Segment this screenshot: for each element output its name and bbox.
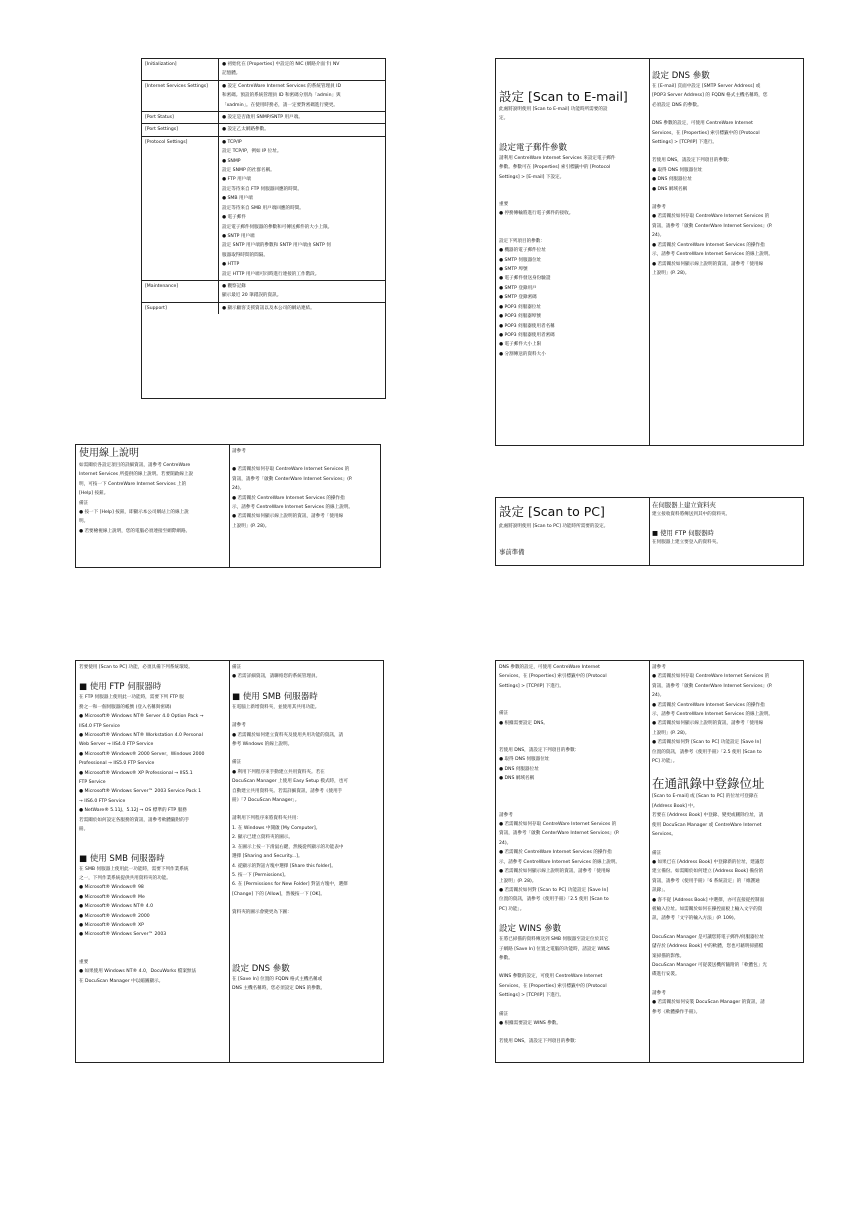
text-line: 在將已掃描的資料傳送到 SMB 伺服器至設定位於其它 (499, 937, 609, 943)
text-line: IIS4.0 FTP Service (79, 723, 120, 729)
text-line (652, 840, 800, 849)
table-key: [Maintenance] (142, 281, 219, 302)
text-line: ● DNS 伺服器位址 (652, 177, 692, 183)
page4-box (495, 660, 804, 1063)
text-line: ● Microsoft® Windows® XP (79, 922, 144, 928)
text-line: 上說明」(P. 28)。 (499, 878, 537, 884)
table-row (142, 59, 385, 81)
online-help-title: 使用線上說明 (79, 448, 139, 459)
text-line: 備註 (652, 850, 662, 856)
text-line: 之一，下列作業系統提供共用資料夾的功能。 (79, 875, 171, 881)
text-line: ● 若需關於如何建立資料夾及使用共用功能的資訊，請 (232, 732, 344, 738)
text-line: 如需關於各設定項目的詳細資訊，請參考 CentreWare (79, 463, 191, 468)
text-line: ● SMTP 埠號 (499, 267, 528, 273)
text-line: DNS 參數的設定，可使用 CentreWare Internet (499, 665, 600, 670)
text-line (79, 949, 226, 958)
table-value (219, 59, 385, 80)
text-line: ■ 使用 SMB 伺服器時 (232, 691, 318, 702)
text-line: FTP Service (79, 780, 106, 786)
text-line: ● POP3 伺服器使用者密碼 (499, 332, 555, 338)
text-line: 若使用 DNS，請設定下列項目的參數： (499, 1039, 580, 1045)
intro-line: 定。 (499, 116, 509, 122)
text-line: ● 若需關於如何存取 CentreWare Internet Services 的 (232, 467, 350, 473)
text-line: DocuScan Manager 可從裝送機所隨附的「軟體包」光 (652, 962, 767, 968)
prep-heading: 事前準備 (499, 548, 525, 557)
text-line: 板輸入位址。如需關於如何在操控面板上輸入文字的資 (652, 906, 763, 912)
text-line: 示，請參考 CentreWare Internet Services 的線上說明。 (499, 859, 621, 865)
ftp-heading: ■ 使用 FTP 伺服器時 (652, 529, 714, 538)
text-line (499, 700, 646, 709)
text-line: ● 若需關於如何顯示線上說明的資訊，請參考「使用線 (652, 261, 764, 267)
table-value-line: 服器取得時間的間隔。 (222, 252, 268, 258)
text-line: Settings] > [TCP/IP] 下進行。 (499, 993, 565, 999)
text-line (79, 672, 226, 681)
text-line: 子網路 [Save In] 位置之電腦的功能時，請設定 WINS (499, 946, 610, 952)
text-line: ● 若需關於如何存取 CentreWare Internet Services 的 (652, 674, 770, 680)
text-line: 資訊，請參考「啟動 CenterWare Internet Services」(P. (499, 831, 620, 837)
text-line: 案掃描的影像。 (652, 953, 685, 959)
text-line: 6. 在 [Permissions for New Folder] 對話方塊中，選擇 (232, 882, 348, 888)
create-folder-line: 建立接收資料將傳送到其中的資料夾。 (652, 512, 731, 517)
create-folder-heading: 在伺服器上建立資料夾 (652, 501, 716, 509)
text-line: ● 取得 DNS 伺服器位址 (652, 167, 703, 173)
table-value-line: ● 電子郵件 (222, 215, 246, 221)
text-line: ● POP3 伺服器位址 (499, 304, 541, 310)
text-line: ● 利用下列程序來手動建立共用資料夾。若在 (232, 769, 325, 775)
text-line: ● 如果使用 Windows NT® 4.0，DocuWorks 檔案無法 (79, 969, 197, 975)
text-line: WINS 參數的設定，可使用 CentreWare Internet (499, 974, 603, 980)
table-value-line: ● 初始化在 [Properties] 中設定的 NIC (網路介面卡) NV (222, 62, 340, 67)
text-line: DocuScan Manager 是可讓您將電子郵件/伺服器位址 (652, 934, 764, 940)
text-line: ● 根據需要設定 WINS 參數。 (499, 1020, 561, 1026)
table-value-line: 設定 HTTP 用戶端可同時進行連接的工作階段。 (222, 271, 320, 277)
text-line: Services，在 [Properties] 索引標籤中的 [Protocol (652, 130, 760, 136)
text-line: ● 若需關於如何對 [Scan to PC] 功能設定 [Save In] (652, 740, 762, 746)
text-line (652, 980, 800, 989)
text-line: Services，在 [Properties] 索引標籤中的 [Protocol (499, 983, 607, 989)
text-line: 資訊，請參考《使用手冊》「6 系統設定」的「維護通 (652, 878, 760, 884)
text-line: ● Microsoft® Windows NT® Server 4.0 Option Pack → (79, 714, 204, 720)
scan-pc-title: 設定 [Scan to PC] (499, 504, 605, 519)
text-line: ● 若需關於如何存取 CentreWare Internet Services 的 (652, 214, 770, 220)
text-line: 建立備份。如需關於如何建立 [Address Book] 備份的 (652, 869, 764, 875)
text-line: Settings] > [TCP/IP] 下進行。 (499, 683, 565, 689)
text-line (652, 110, 800, 119)
text-line: 請參考 (652, 990, 666, 996)
text-line (232, 456, 377, 465)
text-line: 必須設定 DNS 的參數。 (652, 102, 702, 108)
text-line: 5. 按一下 [Permissions]。 (232, 872, 289, 878)
table-value-line: 記憶體。 (222, 71, 241, 77)
wins-heading: 設定 WINS 參數 (499, 924, 562, 935)
table-value-line: 「xadmin」。在使用時務必，請一定要對密碼進行變更。 (222, 102, 338, 108)
text-line: Professional → IIS5.0 FTP Service (79, 761, 155, 767)
table-value-line: 設定等待來自 SMB 用戶端回應的時間。 (222, 205, 304, 211)
text-line: ■ 使用 FTP 伺服器時 (79, 682, 162, 693)
text-line: ● 若需關於 CentreWare Internet Services 的操作指 (232, 495, 345, 501)
text-line: 請參考 (652, 205, 666, 211)
text-line (499, 191, 646, 200)
text-line: ● Microsoft® Windows® XP Professional → IIS5.1 (79, 770, 193, 776)
text-line (499, 182, 646, 191)
text-line (499, 1028, 646, 1037)
table-value (219, 137, 385, 280)
text-line: 資訊，請參考「啟動 CenterWare Internet Services」(P. (652, 223, 773, 229)
text-line: ● 停務傳輸將進行電子郵件的接收。 (499, 211, 574, 217)
text-line (232, 749, 380, 758)
table-value-line: ● 顯示顧客支援資訊以及本公司的網站連結。 (222, 305, 315, 311)
text-line: ● 按一下 [Help] 按鈕，即顯示本公司網站上的線上說 (79, 510, 189, 516)
text-line: ● DNS 伺服器位址 (499, 766, 539, 772)
text-line: ● 若需關於如何顯示線上說明的資訊，請參考「使用線 (232, 514, 344, 520)
text-line: 位置的資訊，請參考《使用手冊》「2.5 使用 [Scan to (499, 897, 609, 903)
text-line: 示，請參考 CentreWare Internet Services 的線上說明。 (232, 505, 354, 511)
text-line: ● DNS 網域名稱 (499, 776, 535, 782)
table-key: [Support] (142, 303, 219, 314)
text-line: 請參考 (232, 449, 246, 454)
text-line: 上說明」(P. 28)。 (652, 270, 690, 276)
text-line (499, 1001, 646, 1010)
table-row (142, 281, 385, 303)
text-line: 參數。參數可在 [Properties] 索引標籤中的 [Protocol (499, 165, 611, 171)
text-line: ● 如果已在 [Address Book] 中登錄新的位址，建議您 (652, 859, 765, 865)
text-line: ● SMTP 登錄用戶 (499, 285, 537, 291)
text-line (652, 194, 800, 203)
table-key: [Initialization] (142, 59, 219, 80)
text-line: 在 DocuScan Manager 中以縮圖顯示。 (79, 978, 164, 984)
text-line: ● 若需關於 CentreWare Internet Services 的操作指 (499, 850, 612, 856)
text-line: [Scan to E-mail] 或 [Scan to PC] 的位址可登錄在 (652, 794, 759, 800)
text-line: ● 若需關於如何安裝 DocuScan Manager 的資訊，請 (652, 1000, 765, 1006)
text-line (652, 924, 800, 933)
text-line: 冊》「7 DocuScan Manager」。 (232, 798, 300, 804)
text-line: 在電腦上新增資料夾，並使用其共用功能。 (232, 704, 320, 710)
table-key: [Protocol Settings] (142, 137, 219, 280)
text-line: DocuScan Manager 上使用 Easy Setup 模式時，也可 (232, 779, 348, 785)
text-line: ● Microsoft® Windows NT® 4.0 (79, 904, 153, 910)
table-value-line: ● TCP/IP (222, 139, 242, 145)
text-line: ● Microsoft® Windows Server™ 2003 (79, 932, 167, 938)
text-line: [Help] 按鈕。 (79, 491, 109, 497)
address-book-heading: 在通訊錄中登錄位址 (652, 776, 765, 792)
text-line: 24)。 (499, 840, 512, 846)
text-line: 訊錄」。 (652, 888, 669, 894)
text-line (499, 219, 646, 228)
text-line: [POP3 Server Address] 的 FQDN 格式主機名稱時，您 (652, 93, 768, 99)
text-line: 24)。 (652, 233, 665, 239)
text-line: ● 若需關於如何顯示線上說明的資訊，請參考「使用線 (499, 869, 611, 875)
text-line: 請參考 (232, 723, 246, 729)
table-value-line: ● FTP 用戶端 (222, 177, 251, 183)
text-line: 資料夾的圖示會變更為下圖： (232, 910, 292, 916)
text-line: 若要在 [Address Book] 中登錄、變更或刪除位址，請 (652, 813, 764, 819)
table-value (219, 81, 385, 111)
scan-email-title: 設定 [Scan to E-mail] (499, 89, 628, 104)
text-line (499, 228, 646, 237)
table-row (142, 124, 385, 136)
table-value-line: 設定電子郵件伺服器的參數和可傳送郵件的大小上限。 (222, 224, 333, 230)
text-line: ■ 使用 SMB 伺服器時 (79, 853, 165, 864)
text-line: 重要 (79, 959, 89, 965)
table-key: [Port Status] (142, 112, 219, 123)
text-line: 示，請參考 CentreWare Internet Services 的線上說明。 (652, 252, 774, 258)
table-value-line: 顯示最近 20 筆錯誤的資訊。 (222, 293, 282, 299)
text-line: [Change] 下的 [Allow]，然後按一下 [OK]。 (232, 891, 325, 897)
text-line: ● Microsoft® Windows Server™ 2003 Service Pack 1 (79, 789, 202, 795)
text-line: 2. 顯示已建立資料夾的圖示。 (232, 835, 293, 841)
text-line: DNS 參數的設定，可使用 CentreWare Internet (652, 121, 753, 127)
table-value-line: ● SNTP 用戶端 (222, 233, 255, 239)
text-line: 務之一和一個伺服器的帳號 (登入名稱與密碼) (79, 704, 172, 710)
text-line (499, 802, 646, 811)
table-value-line: ● 設定乙太網路參數。 (222, 127, 269, 133)
table-value (219, 303, 385, 314)
text-line: 請利用 CentreWare Internet Services 來設定電子郵件 (499, 155, 616, 161)
text-line: ● SMTP 登錄密碼 (499, 295, 537, 301)
text-line: ● 電子郵件大小上限 (499, 342, 542, 348)
text-line (652, 147, 800, 156)
table-value (219, 124, 385, 135)
text-line: ● 若需關於如何對 [Scan to PC] 功能設定 [Save In] (499, 887, 609, 893)
text-line: Settings] > [E-mail] 下設定。 (499, 174, 565, 180)
table-key: [Port Settings] (142, 124, 219, 135)
table-value-line: ● HTTP (222, 262, 240, 268)
text-line: 在 SMB 伺服器上使用此一功能時，需要下列作業系統 (79, 866, 189, 872)
ftp-line: 在伺服器上建立要登入的資料夾。 (652, 540, 721, 546)
table-row (142, 303, 385, 314)
text-line: ● Microsoft® Windows NT® Workstation 4.0 Personal (79, 733, 203, 739)
online-help-box (75, 444, 381, 568)
text-line: 自動建立共用資料夾。若需詳細資訊，請參考《使用手 (232, 788, 343, 794)
text-line (79, 844, 226, 853)
text-line: ● NetWare® 5.11J、5.12J → OS 標準的 FTP 服務 (79, 808, 187, 814)
text-line: 請參考 (499, 812, 513, 818)
text-line: 在 [Save In] 位置的 FQDN 格式主機名稱或 (232, 976, 323, 982)
text-line: Web Server → IIS4.0 FTP Service (79, 742, 154, 748)
settings-table (141, 58, 386, 399)
table-value-line: 設定 SNMP 的社群名稱。 (222, 168, 275, 174)
text-line: Services。 (652, 832, 676, 838)
text-line: ● POP3 伺服器使用者名稱 (499, 323, 555, 329)
text-line (79, 835, 226, 844)
text-line: 碟進行安裝。 (652, 972, 680, 978)
text-line: 示，請參考 CentreWare Internet Services 的線上說明。 (652, 712, 774, 718)
text-line: ● Microsoft® Windows® 2000 (79, 913, 150, 919)
text-line: ● Microsoft® Windows® Me (79, 894, 145, 900)
text-line: ● 電子郵件發送身份驗證 (499, 276, 551, 282)
text-line: 在 [E-mail] 頁面中設定 [SMTP Server Address] 或 (652, 84, 761, 89)
text-line: 在 FTP 伺服器上使用此一功能時，需要下列 FTP 服 (79, 695, 184, 701)
table-row (142, 81, 385, 112)
text-line: ● Microsoft® Windows® 2000 Server，Windows 2000 (79, 751, 205, 757)
text-line (499, 963, 646, 972)
page3-box (75, 660, 384, 1063)
text-line (499, 737, 646, 746)
text-line: 備註 (499, 1011, 509, 1017)
text-line: 24)。 (232, 486, 245, 492)
text-line: PC] 功能」。 (652, 759, 678, 765)
text-line: 備註 (79, 500, 89, 506)
text-line: Settings] > [TCP/IP] 下進行。 (652, 140, 718, 146)
text-line: 24)。 (652, 693, 665, 699)
text-line: 參考《軟體操作手冊》。 (652, 1009, 701, 1015)
text-line: 參數。 (499, 955, 513, 961)
text-line: 4. 從顯示的對話方塊中選擇 [Share this folder]。 (232, 863, 336, 869)
table-value (219, 112, 385, 123)
text-line: ● 若需關於如何存取 CentreWare Internet Services 的 (499, 822, 617, 828)
text-line: [Address Book] 中。 (652, 803, 698, 809)
text-line: 訊，請參考「文字的輸入方法」(P. 109)。 (652, 916, 739, 922)
text-line: 請參考 (652, 665, 666, 670)
text-line: ● 若需關於 CentreWare Internet Services 的操作指 (652, 702, 765, 708)
text-line (499, 784, 646, 793)
text-line: 使用 DocuScan Manager 或 CentreWare Internet (652, 822, 762, 828)
text-line: 若使用 DNS，請設定下列項目的參數： (652, 158, 733, 164)
text-line: ● 取得 DNS 伺服器位址 (499, 757, 550, 763)
text-line: 備註 (232, 665, 242, 670)
text-line: ● Microsoft® Windows® 98 (79, 885, 144, 891)
text-line (499, 793, 646, 802)
table-row (142, 112, 385, 124)
text-line: 冊。 (79, 827, 89, 833)
text-line: → IIS6.0 FTP Service (79, 798, 126, 804)
text-line (232, 712, 380, 721)
text-line: ● 若需關於 CentreWare Internet Services 的操作指 (652, 242, 765, 248)
text-line: PC] 功能」。 (499, 906, 525, 912)
text-line: 若使用 DNS，請設定下列項目的參數： (499, 748, 580, 754)
text-line: 位置的資訊，請參考《使用手冊》「2.5 使用 [Scan to (652, 749, 762, 755)
text-line: ● 客不從 [Address Book] 中選擇，亦可直接從控制面 (652, 897, 765, 903)
text-line: 設定下列項目的參數： (499, 238, 545, 244)
table-value-line: ● SMB 用戶端 (222, 196, 253, 202)
text-line: 資訊，請參考「啟動 CenterWare Internet Services」(P. (232, 476, 353, 482)
text-line: 明。 (79, 519, 89, 525)
text-line (499, 691, 646, 700)
text-line: 上說明」(P. 28)。 (652, 730, 690, 736)
p3-dns-heading: 設定 DNS 參數 (232, 963, 290, 974)
text-line: ● 機器的電子郵件位址 (499, 248, 546, 254)
table-value-line: 設定等待來自 FTP 伺服器回應的時間。 (222, 186, 302, 192)
text-line: Services，在 [Properties] 索引標籤中的 [Protocol (499, 674, 607, 680)
table-value-line: 和密碼。預設的系統管理員 ID 和密碼分別為「admin」與 (222, 93, 341, 99)
text-line: 3. 在圖示上按一下滑鼠右鍵，然後從所顯示的功能表中 (232, 844, 344, 850)
scan-pc-intro: 此處將說明使用 [Scan to PC] 功能時所需要的設定。 (499, 524, 609, 529)
text-line: 備註 (232, 760, 242, 766)
text-line (499, 728, 646, 737)
text-line: 重要 (499, 202, 509, 208)
table-value-line: ● SNMP (222, 158, 241, 164)
text-line: 參考 Windows 的線上說明。 (232, 742, 293, 748)
text-line: 請利用下列程序來將資料夾共用： (232, 816, 301, 822)
text-line (232, 682, 380, 691)
text-line (79, 940, 226, 949)
text-line: 選擇 [Sharing and Security...]。 (232, 854, 303, 860)
text-line: 若需關於如何設定各服務的資訊，請參考軟體隨附的手 (79, 817, 190, 823)
text-line: ● 根據需要設定 DNS。 (499, 720, 548, 726)
intro-line: 此處將說明使用 [Scan to E-mail] 功能時所需要的設 (499, 107, 608, 112)
email-params-heading: 設定電子郵件參數 (499, 142, 568, 153)
text-line: ● 若需關於如何顯示線上說明的資訊，請參考「使用線 (652, 721, 764, 727)
text-line: 1. 在 Windows 中開啟 [My Computer]。 (232, 825, 321, 831)
text-line (232, 805, 380, 814)
text-line: 備註 (499, 711, 509, 717)
text-line: ● 分割傳送的資料大小 (499, 351, 546, 357)
text-line: ● SMTP 伺服器位址 (499, 257, 542, 263)
text-line: ● 若要檢視線上說明，您的電腦必須連接至網際網路。 (79, 528, 191, 534)
text-line: 明，可按一下 CentreWare Internet Services 上的 (79, 481, 187, 487)
text-line: DNS 主機名稱時，您必須設定 DNS 的參數。 (232, 985, 326, 991)
table-value-line: ● 觀察記錄 (222, 283, 246, 289)
table-value (219, 281, 385, 302)
text-line: ● DNS 網域名稱 (652, 186, 688, 192)
table-row (142, 137, 385, 281)
table-value-line: ● 設定 CentreWare Internet Services 的系統管理員 ID (222, 83, 342, 89)
text-line: ● POP3 伺服器埠號 (499, 314, 541, 320)
text-line: 儲存於 [Address Book] 中的軟體，您也可藉明掃描檔 (652, 944, 764, 950)
table-key: [Internet Services Settings] (142, 81, 219, 111)
text-line: 若要使用 [Scan to PC] 功能，必須具備下列系統環境。 (79, 665, 193, 670)
dns-heading: 設定 DNS 參數 (652, 71, 710, 81)
table-value-line: 設定 SNTP 用戶端的參數和 SNTP 用戶端由 SNTP 伺 (222, 243, 331, 249)
text-line: 上說明」(P. 28)。 (232, 523, 270, 529)
text-line: ● 若需詳細資訊，請聯絡您的系統管理員。 (232, 674, 321, 680)
text-line: 資訊，請參考「啟動 CenterWare Internet Services」(P. (652, 683, 773, 689)
table-value-line: 設定 TCP/IP，例如 IP 位址。 (222, 149, 282, 155)
text-line: Internet Services 所提供的線上說明。若要開啟線上說 (79, 472, 194, 478)
scan-pc-box (495, 497, 804, 566)
text-line (232, 899, 380, 908)
table-value-line: ● 設定是否啟用 SNMP/SNTP 用戶端。 (222, 115, 303, 121)
scan-email-box (495, 58, 804, 446)
